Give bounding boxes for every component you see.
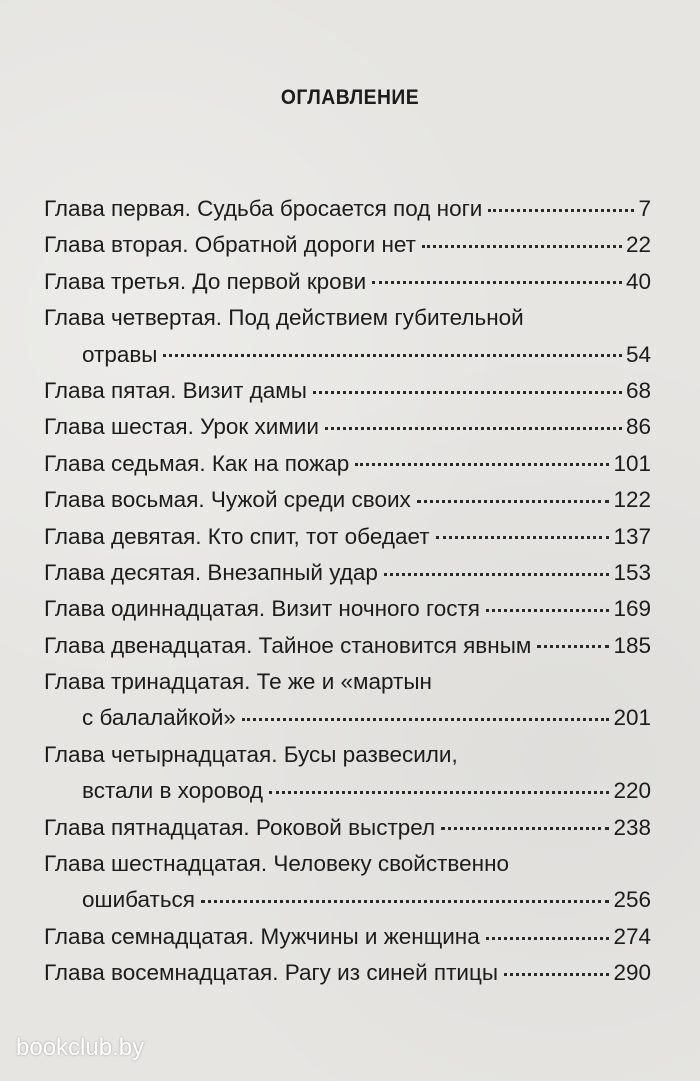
dot-leader bbox=[422, 245, 622, 248]
toc-entry bbox=[44, 373, 651, 409]
toc-page-number: 185 bbox=[613, 632, 651, 658]
toc-entry-title: Глава вторая. Обратной дороги нет bbox=[44, 232, 416, 258]
toc-page-number: 274 bbox=[613, 923, 651, 949]
toc-entry-title: Глава пятая. Визит дамы bbox=[44, 377, 307, 403]
dot-leader bbox=[441, 827, 609, 830]
toc-entry-title: Глава одиннадцатая. Визит ночного гостя bbox=[44, 596, 480, 622]
dot-leader bbox=[163, 354, 621, 357]
toc-page-number: 220 bbox=[613, 778, 651, 804]
toc-page-number: 137 bbox=[613, 523, 651, 549]
toc-entry bbox=[44, 919, 651, 955]
toc-entry-title: Глава тринадцатая. Те же и «мартын bbox=[44, 669, 432, 695]
toc-entry bbox=[44, 737, 651, 773]
toc-entry-continuation bbox=[44, 773, 651, 809]
toc-entry-continuation bbox=[44, 882, 651, 918]
toc-entry bbox=[44, 482, 651, 518]
toc-entry bbox=[44, 519, 651, 555]
toc-entry-continuation bbox=[44, 337, 651, 373]
toc-page-number: 40 bbox=[625, 268, 651, 294]
toc-entry bbox=[44, 409, 651, 445]
dot-leader bbox=[488, 209, 634, 212]
toc-page-number: 153 bbox=[613, 559, 651, 585]
table-of-contents bbox=[44, 191, 651, 992]
toc-page-number: 169 bbox=[613, 596, 651, 622]
toc-page-number: 101 bbox=[613, 450, 651, 476]
toc-entry-title: Глава восемнадцатая. Рагу из синей птицы bbox=[44, 960, 499, 986]
toc-entry-title-continued: отравы bbox=[82, 341, 158, 367]
toc-entry-title: Глава девятая. Кто спит, тот обедает bbox=[44, 523, 430, 549]
dot-leader bbox=[325, 427, 622, 430]
toc-page-number: 122 bbox=[613, 487, 651, 513]
dot-leader bbox=[504, 973, 609, 976]
dot-leader bbox=[486, 937, 610, 940]
toc-entry bbox=[44, 227, 651, 263]
toc-entry-continuation bbox=[44, 700, 651, 736]
toc-entry-title: Глава двенадцатая. Тайное становится явным bbox=[44, 632, 532, 658]
toc-page-number: 201 bbox=[613, 705, 651, 731]
toc-entry-title: Глава первая. Судьба бросается под ноги bbox=[44, 196, 483, 221]
toc-entry bbox=[44, 300, 651, 336]
toc-page-number: 22 bbox=[625, 232, 651, 258]
toc-entry-title-continued: встали в хоровод bbox=[82, 778, 264, 804]
toc-entry bbox=[44, 846, 651, 882]
toc-entry-title: Глава шестая. Урок химии bbox=[44, 414, 319, 440]
toc-entry-title: Глава пятнадцатая. Роковой выстрел bbox=[44, 814, 436, 840]
dot-leader bbox=[355, 463, 609, 466]
page-title: ОГЛАВЛЕНИЕ bbox=[280, 86, 420, 109]
toc-entry-title: Глава шестнадцатая. Человеку свойственно bbox=[44, 851, 510, 877]
toc-entry-title: Глава восьмая. Чужой среди своих bbox=[44, 487, 411, 513]
toc-entry-title-continued: ошибаться bbox=[82, 887, 195, 913]
toc-entry-title: Глава третья. До первой крови bbox=[44, 268, 367, 294]
dot-leader bbox=[372, 281, 622, 284]
dot-leader bbox=[486, 609, 609, 612]
dot-leader bbox=[269, 791, 609, 794]
toc-page-number: 54 bbox=[625, 341, 651, 367]
toc-entry-title: Глава седьмая. Как на пожар bbox=[44, 450, 350, 476]
dot-leader bbox=[201, 900, 609, 903]
toc-page-number: 68 bbox=[625, 377, 651, 403]
toc-entry bbox=[44, 591, 651, 627]
dot-leader bbox=[313, 391, 622, 394]
dot-leader bbox=[436, 536, 610, 539]
toc-entry bbox=[44, 628, 651, 664]
toc-page-number: 238 bbox=[613, 814, 651, 840]
toc-entry-title: Глава четвертая. Под действием губительной bbox=[44, 305, 524, 331]
toc-entry bbox=[44, 446, 651, 482]
toc-entry bbox=[44, 191, 651, 227]
toc-entry-title: Глава четырнадцатая. Бусы развесили, bbox=[44, 741, 458, 767]
toc-entry bbox=[44, 955, 651, 991]
toc-entry-title-continued: с балалайкой» bbox=[82, 705, 236, 731]
dot-leader bbox=[537, 645, 609, 648]
watermark: bookclub.by bbox=[16, 1034, 145, 1061]
dot-leader bbox=[384, 573, 610, 576]
toc-entry bbox=[44, 810, 651, 846]
toc-page-number: 256 bbox=[613, 887, 651, 913]
toc-page-number: 86 bbox=[625, 414, 651, 440]
toc-page-number: 290 bbox=[613, 960, 651, 986]
toc-entry-title: Глава десятая. Внезапный удар bbox=[44, 559, 378, 585]
dot-leader bbox=[242, 718, 610, 721]
toc-entry bbox=[44, 264, 651, 300]
toc-entry bbox=[44, 664, 651, 700]
toc-entry bbox=[44, 555, 651, 591]
toc-page-number: 7 bbox=[638, 196, 651, 221]
dot-leader bbox=[417, 500, 610, 503]
toc-entry-title: Глава семнадцатая. Мужчины и женщина bbox=[44, 923, 480, 949]
